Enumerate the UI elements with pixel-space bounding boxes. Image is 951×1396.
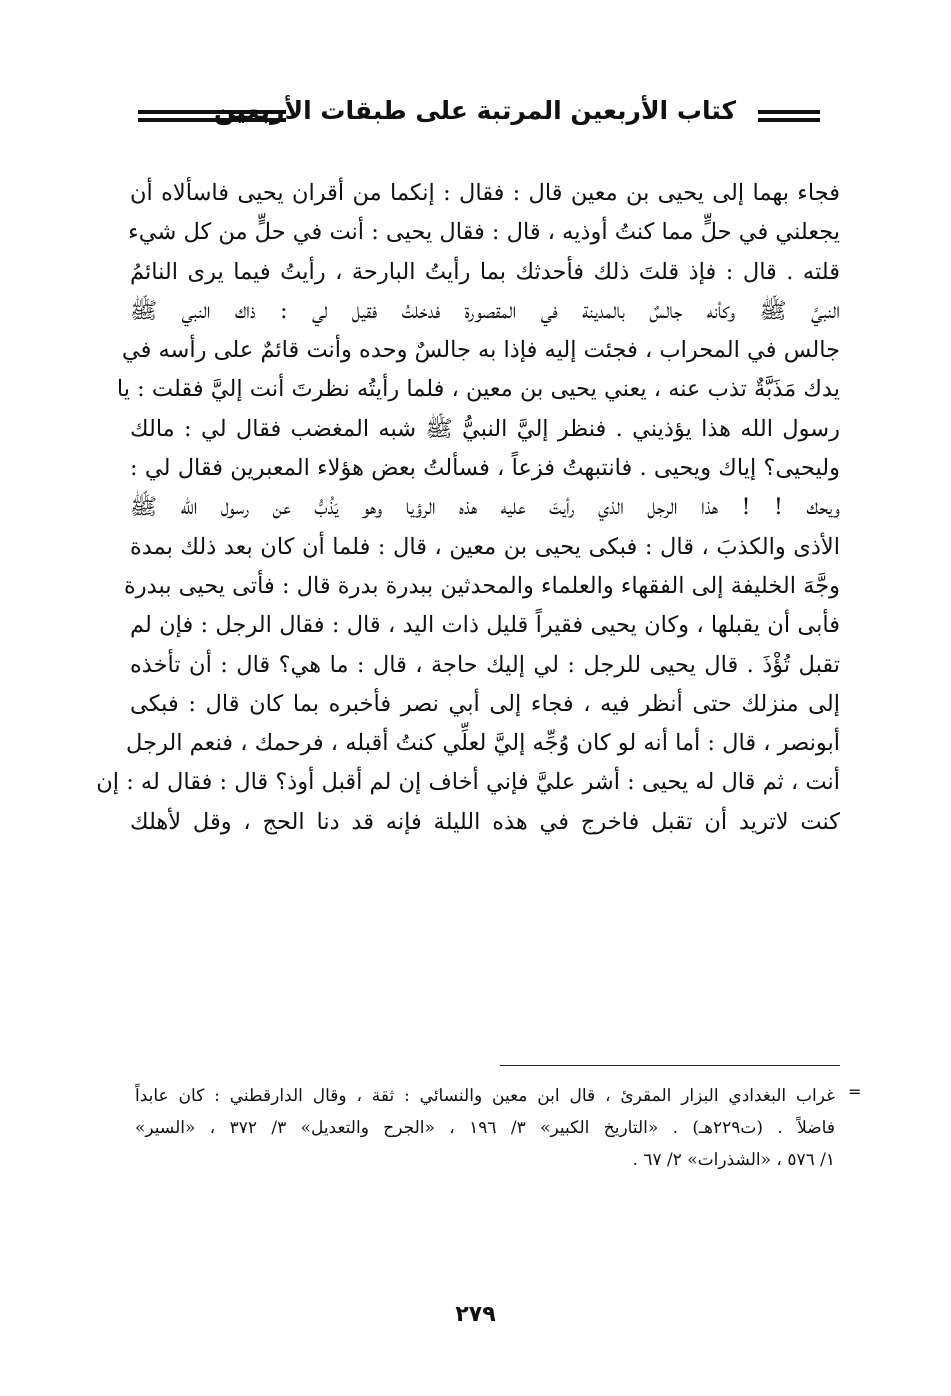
main-text (96, 174, 841, 842)
text-line: ويحك ! ! هذا الرجل الذي رأيتَ عليه هذه الرؤيا وهو يَذُبُّ عن رسول الله ﷺ (130, 494, 840, 521)
text-line: فأبى أن يقبلها ، وكان يحيى فقيراً قليل ذات اليد ، قال : فقال الرجل : فإن لم (130, 612, 840, 639)
text-line: الأذى والكذبَ ، قال : فبكى يحيى بن معين ، قال : فلما أن كان بعد ذلك بمدة (130, 533, 841, 560)
footnote-separator (500, 1065, 840, 1066)
text-line: رسول الله هذا يؤذيني . فنظر إليَّ النبيُّ ﷺ شبه المغضب فقال لي : مالك (130, 415, 840, 442)
running-header (130, 88, 820, 140)
text-line: يدك مَذَبَّةٌ تذب عنه ، يعني يحيى بن معين ، فلما رأيتُه نظرتَ أنت إليَّ فقلت : يا (116, 376, 840, 403)
text-line: يجعلني في حلٍّ مما كنتُ أوذيه ، قال : فقال يحيى : أنت في حلٍّ من كل شيء (128, 219, 840, 246)
footnote-continuation-mark: = (848, 1082, 862, 1101)
text-line: فجاء بهما إلى يحيى بن معين قال : فقال : إنكما من أقران يحيى فاسألاه أن (130, 180, 840, 206)
text-line: قلته . قال : فإذ قلتَ ذلك فأحدثك بما رأيتُ البارحة ، رأيتُ فيما يرى النائمُ (130, 258, 840, 285)
footnote-line: غراب البغدادي البزار المقرئ ، قال ابن معين والنسائي : ثقة ، وقال الدارقطني : كان عابداً (135, 1086, 835, 1106)
footnotes (135, 1080, 835, 1176)
footnote-line: ١/ ٥٧٦ ، «الشذرات» ٢/ ٦٧ . (632, 1150, 835, 1170)
page-number: ٢٧٩ (455, 1302, 496, 1327)
text-line: وجَّهَ الخليفة إلى الفقهاء والعلماء والمحدثين ببدرة بدرة قال : فأتى يحيى ببدرة (124, 572, 840, 599)
footnote-line: فاضلاً . (ت٢٢٩هـ) . «التاريخ الكبير» ٣/ ١٩٦ ، «الجرح والتعديل» ٣/ ٣٧٢ ، «السير» (135, 1118, 835, 1138)
text-line: كنت لاتريد أن تقبل فاخرج في هذه الليلة فإنه قد دنا الحج ، وقل لأهلك (130, 808, 840, 835)
text-line: النبيَّ ﷺ وكأنه جالسٌ بالمدينة في المقصورة فدخلتُ فقيل لي : ذاك النبي ﷺ (130, 297, 840, 324)
book-title: كتاب الأربعين المرتبة على طبقات الأربعين (213, 96, 737, 125)
text-line: أبونصر ، قال : أما أنه لو كان وُجِّه إليَّ لعلِّي كنتُ أقبله ، فرحمك ، فنعم الرجل (126, 730, 840, 757)
text-line: وليحيى؟ إياك ويحيى . فانتبهتُ فزعاً ، فسألتُ بعض هؤلاء المعبرين فقال لي : (130, 455, 840, 482)
text-line: أنت ، ثم قال له يحيى : أشر عليَّ فإني أخاف إن لم أقبل أوذ؟ قال : فقال له : إن (96, 769, 840, 796)
text-line: تقبل تُؤْذَ . قال يحيى للرجل : لي إليك حاجة ، قال : ما هي؟ قال : أن تأخذه (130, 651, 840, 678)
text-line: جالس في المحراب ، فجئت إليه فإذا به جالسٌ وحده وأنت قائمٌ على رأسه في (121, 337, 840, 364)
text-line: إلى منزلك حتى أنظر فيه ، فجاء إلى أبي نصر فأخبره بما كان قال : فبكى (130, 690, 840, 717)
